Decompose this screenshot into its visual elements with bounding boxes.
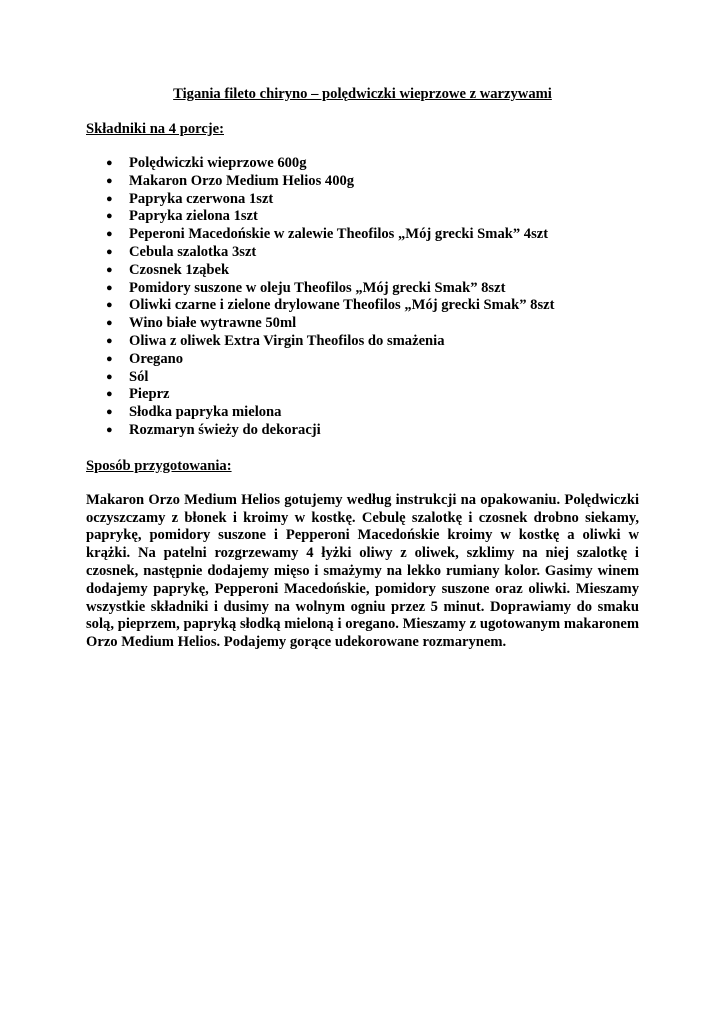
ingredient-item: ● Papryka czerwona 1szt: [106, 190, 274, 207]
ingredients-list: [86, 155, 639, 440]
ingredient-item: ● Peperoni Macedońskie w zalewie Theofilos „Mój grecki Smak” 4szt: [106, 226, 549, 243]
bullet-icon: ●: [106, 281, 113, 294]
bullet-icon: ●: [106, 388, 113, 401]
ingredient-item: ● Wino białe wytrawne 50ml: [106, 315, 297, 332]
bullet-icon: ●: [106, 192, 113, 205]
bullet-icon: ●: [106, 210, 113, 223]
recipe-title: Tigania fileto chiryno – polędwiczki wieprzowe z warzywami: [173, 86, 552, 102]
document-page: [86, 85, 639, 652]
method-paragraph: Makaron Orzo Medium Helios gotujemy według instrukcji na opakowaniu. Polędwiczki oczyszczamy z błonek i kroimy w kostkę. Cebulę szalotkę i czosnek drobno siekamy, paprykę, pomidory suszone i Pepperoni Macedońskie kroimy w kostkę a oliwki w krążki. Na patelni rozgrzewamy 4 łyżki oliwy z oliwek, szklimy na niej szalotkę i czosnek, następnie dodajemy mięso i smażymy na lekko rumiany kolor. Gasimy winem dodajemy paprykę, Pepperoni Macedońskie, pomidory suszone oraz oliwki. Mieszamy wszystkie składniki i dusimy na wolnym ogniu przez 5 minut. Doprawiamy do smaku solą, pieprzem, papryką słodką mieloną i oregano. Mieszamy z ugotowanym makaronem Orzo Medium Helios. Podajemy gorące udekorowane rozmarynem.: [86, 491, 639, 651]
bullet-icon: ●: [106, 299, 113, 312]
ingredient-item: ● Oregano: [106, 350, 184, 367]
bullet-icon: ●: [106, 263, 113, 276]
ingredient-item: ● Polędwiczki wieprzowe 600g: [106, 155, 307, 171]
ingredient-item: ● Oliwa z oliwek Extra Virgin Theofilos do smażenia: [106, 332, 445, 349]
bullet-icon: ●: [106, 157, 113, 169]
ingredient-item: ● Czosnek 1ząbek: [106, 261, 230, 278]
ingredient-item: ● Oliwki czarne i zielone drylowane Theofilos „Mój grecki Smak” 8szt: [106, 297, 555, 314]
bullet-icon: ●: [106, 406, 113, 419]
method-heading: Sposób przygotowania:: [86, 457, 232, 474]
ingredient-item: ● Makaron Orzo Medium Helios 400g: [106, 172, 355, 189]
ingredient-item: ● Pieprz: [106, 386, 170, 403]
bullet-icon: ●: [106, 334, 113, 347]
ingredient-item: ● Słodka papryka mielona: [106, 404, 282, 421]
bullet-icon: ●: [106, 317, 113, 330]
bullet-icon: ●: [106, 352, 113, 365]
ingredient-item: ● Sól: [106, 368, 149, 385]
ingredient-item: ● Cebula szalotka 3szt: [106, 243, 257, 260]
bullet-icon: ●: [106, 370, 113, 383]
ingredients-heading: Składniki na 4 porcje:: [86, 121, 224, 137]
bullet-icon: ●: [106, 423, 113, 436]
ingredient-item: ● Rozmaryn świeży do dekoracji: [106, 421, 321, 438]
bullet-icon: ●: [106, 245, 113, 258]
ingredient-item: ● Pomidory suszone w oleju Theofilos „Mój grecki Smak” 8szt: [106, 279, 506, 296]
bullet-icon: ●: [106, 174, 113, 187]
ingredient-item: ● Papryka zielona 1szt: [106, 208, 258, 225]
bullet-icon: ●: [106, 228, 113, 241]
